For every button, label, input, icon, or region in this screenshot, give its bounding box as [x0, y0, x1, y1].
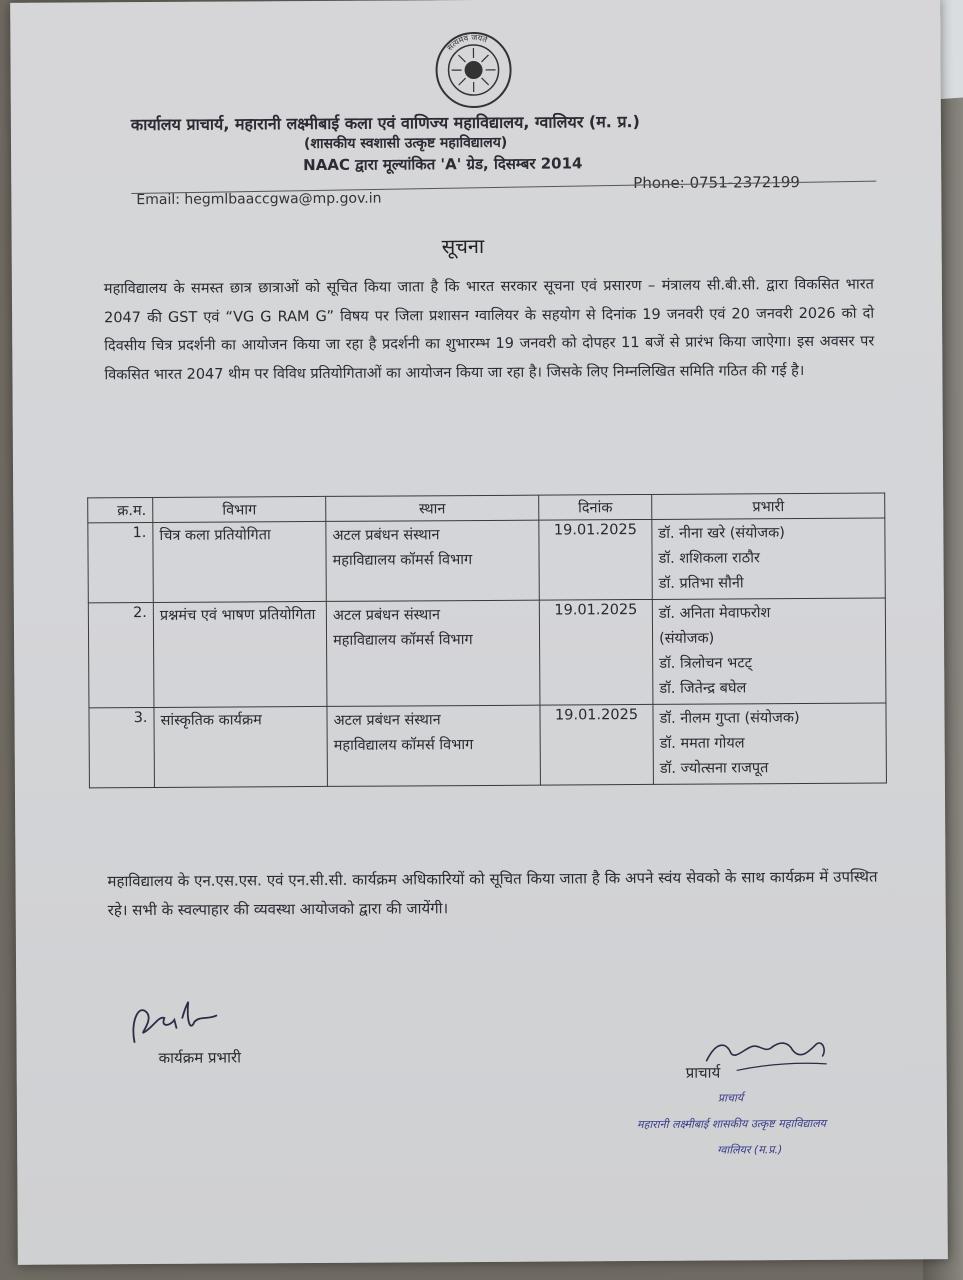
table-row: [89, 703, 886, 788]
serial-cell: 2.: [88, 602, 154, 707]
committee-table: [87, 493, 887, 789]
date-cell: 19.01.2025: [539, 599, 653, 705]
coordinator-label: कार्यक्रम प्रभारी: [158, 1048, 242, 1067]
office-title: कार्यालय प्राचार्य, महारानी लक्ष्मीबाई कला एवं वाणिज्य महाविद्यालय, ग्वालियर (म. प्र.): [130, 112, 640, 135]
stamp-college-name: महारानी लक्ष्मीबाई शासकीय उत्कृष्ट महाविद्यालय: [636, 1116, 827, 1132]
date-cell: 19.01.2025: [539, 519, 652, 600]
place-line: अटल प्रबंधन संस्थान: [332, 607, 441, 624]
col-date: दिनांक: [539, 494, 652, 520]
table-row: [88, 598, 886, 708]
incharge-name: डॉ. शशिकला राठौर: [658, 550, 760, 567]
place-cell: [327, 705, 540, 786]
place-line: महाविद्यालय कॉमर्स विभाग: [333, 737, 474, 754]
incharge-cell: [652, 518, 885, 599]
col-department: विभाग: [153, 496, 326, 522]
department-cell: चित्र कला प्रतियोगिता: [153, 521, 326, 602]
place-cell: [326, 520, 539, 601]
college-status: (शासकीय स्वशासी उत्कृष्ट महाविद्यालय): [303, 134, 508, 153]
place-line: महाविद्यालय कॉमर्स विभाग: [332, 552, 473, 569]
notice-title: सूचना: [441, 233, 485, 259]
stamp-designation: प्राचार्य: [717, 1091, 744, 1105]
incharge-cell: [653, 703, 886, 784]
college-emblem-icon: [433, 30, 513, 110]
incharge-cell: [652, 598, 886, 704]
col-serial: क्र.म.: [88, 497, 153, 522]
col-incharge: प्रभारी: [652, 493, 885, 519]
serial-cell: 3.: [89, 707, 154, 787]
principal-label: प्राचार्य: [685, 1063, 721, 1082]
notice-document: [10, 0, 948, 1265]
incharge-name: डॉ. नीना खरे (संयोजक): [658, 525, 785, 542]
place-line: अटल प्रबंधन संस्थान: [332, 527, 440, 544]
department-cell: सांस्कृतिक कार्यक्रम: [154, 706, 327, 787]
svg-text:सत्यमेव जयते: [445, 33, 489, 53]
incharge-name: डॉ. त्रिलोचन भटट्: [659, 655, 753, 672]
notice-paragraph-1: महाविद्यालय के समस्त छात्र छात्राओं को सूचित किया जाता है कि भारत सरकार सूचना एवं प्रसारण – मंत्रालय सी.बी.सी. द्वारा विकसित भारत 2047 की GST एवं “VG G RAM G” विषय पर जिला प्रशासन ग्वालियर के सहयोग से दिनांक 19 जनवरी एवं 20 जनवरी 2026 को दो दिवसीय चित्र प्रदर्शनी का आयोजन किया जा रहा है प्रदर्शनी का शुभारम्भ 19 जनवरी को दोपहर 11 बजें से प्रारंभ किया जाऐगा। इस अवसर पर विकसित भारत 2047 थीम पर विविध प्रतियोगिताओं का आयोजन किया जा रहा है। जिसके लिए निम्नलिखित समिति गठित की गई है।: [103, 276, 875, 383]
incharge-name: डॉ. अनिता मेवाफरोश: [658, 605, 771, 622]
incharge-name: डॉ. जितेन्द्र बघेल: [659, 680, 747, 697]
incharge-name: डॉ. प्रतिभा सौनी: [658, 575, 744, 592]
emblem-motto: सत्यमेव जयते: [445, 32, 489, 53]
stamp-city: ग्वालियर (म.प्र.): [717, 1143, 783, 1157]
col-place: स्थान: [326, 495, 539, 521]
place-line: अटल प्रबंधन संस्थान: [333, 712, 441, 729]
incharge-name: डॉ. ममता गोयल: [659, 735, 745, 752]
coordinator-signature: [124, 991, 244, 1052]
email-address: Email: hegmlbaaccgwa@mp.gov.in: [136, 190, 382, 209]
incharge-name: डॉ. नीलम गुप्ता (संयोजक): [659, 710, 800, 727]
place-line: महाविद्यालय कॉमर्स विभाग: [333, 632, 473, 649]
serial-cell: 1.: [88, 522, 153, 602]
phone-number: Phone: 0751-2372199: [633, 173, 801, 193]
naac-grade: NAAC द्वारा मूल्यांकित 'A' ग्रेड, दिसम्बर 2014: [303, 154, 583, 175]
incharge-name: डॉ. ज्योत्सना राजपूत: [659, 760, 769, 777]
table-row: [88, 518, 885, 603]
place-cell: [326, 600, 540, 706]
department-cell: प्रश्नमंच एवं भाषण प्रतियोगिता: [153, 601, 327, 707]
date-cell: 19.01.2025: [540, 704, 653, 785]
notice-paragraph-2: महाविद्यालय के एन.एस.एस. एवं एन.सी.सी. कार्यक्रम अधिकारियों को सूचित किया जाता है कि अपने स्वंय सेवको के साथ कार्यक्रम में उपस्थित रहे। सभी के स्वल्पाहार की व्यवस्था आयोजको द्वारा की जायेंगी।: [107, 867, 878, 920]
incharge-name: (संयोजक): [659, 630, 715, 647]
